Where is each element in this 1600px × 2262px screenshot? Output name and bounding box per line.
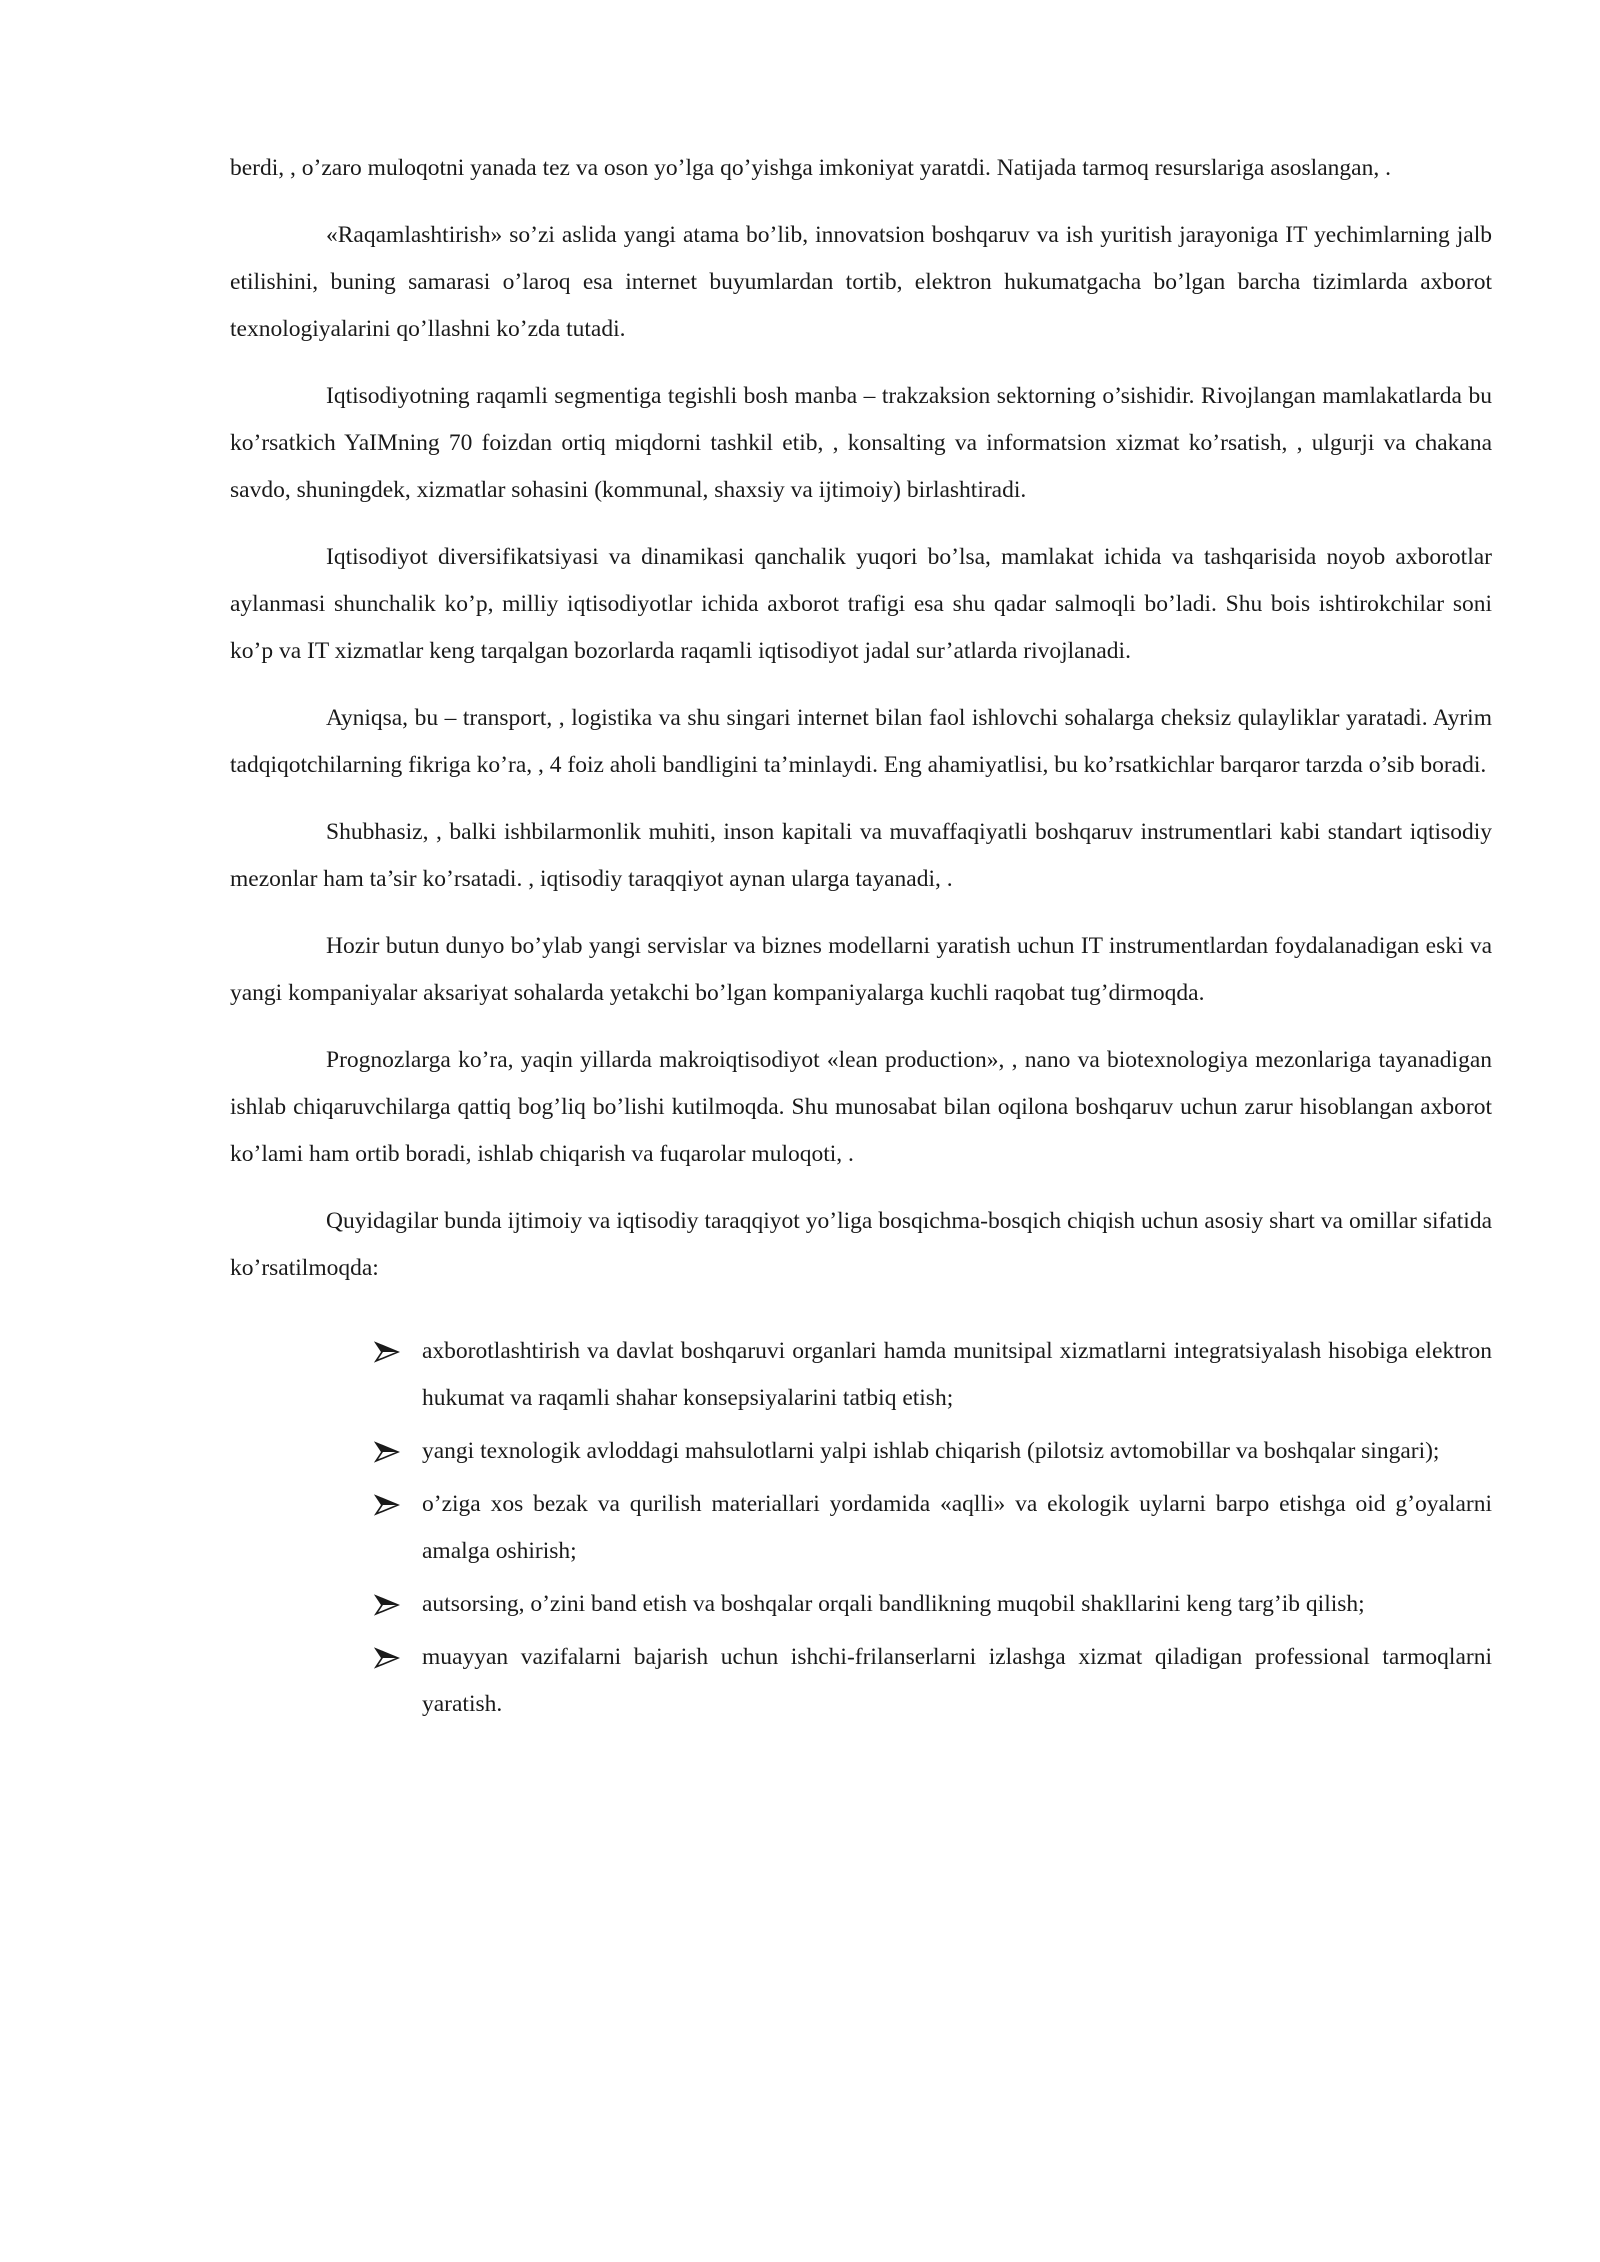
- list-item: [422, 1634, 1492, 1728]
- paragraph: Ayniqsa, bu – transport, , logistika va shu singari internet bilan faol ishlovchi sohalarga cheksiz qulayliklar yaratadi. Ayrim tadqiqotchilarning fikriga ko’ra, , 4 foiz aholi bandligini ta’minlaydi. Eng ahamiyatlisi, bu ko’rsatkichlar barqaror tarzda o’sib boradi.: [230, 705, 1492, 778]
- list-item-text: yangi texnologik avloddagi mahsulotlarni yalpi ishlab chiqarish (pilotsiz avtomobillar va boshqalar singari);: [422, 1438, 1440, 1464]
- paragraph: Iqtisodiyot diversifikatsiyasi va dinamikasi qanchalik yuqori bo’lsa, mamlakat ichida va tashqarisida noyob axborotlar aylanmasi shunchalik ko’p, milliy iqtisodiyotlar ichida axborot trafigi esa shu qadar salmoqli bo’ladi. Shu bois ishtirokchilar soni ko’p va IT xizmatlar keng tarqalgan bozorlarda raqamli iqtisodiyot jadal sur’atlarda rivojlanadi.: [230, 544, 1492, 664]
- bullet-list: [230, 1328, 1492, 1728]
- arrowhead-bullet-icon: [374, 1341, 400, 1363]
- list-item: [422, 1328, 1492, 1422]
- paragraph: berdi, , o’zaro muloqotni yanada tez va oson yo’lga qo’yishga imkoniyat yaratdi. Natijada tarmoq resurslariga asoslangan, .: [230, 155, 1391, 181]
- paragraph: Prognozlarga ko’ra, yaqin yillarda makroiqtisodiyot «lean production», , nano va biotexnologiya mezonlariga tayanadigan ishlab chiqaruvchilarga qattiq bog’liq bo’lishi kutilmoqda. Shu munosabat bilan oqilona boshqaruv uchun zarur hisoblangan axborot ko’lami ham ortib boradi, ishlab chiqarish va fuqarolar muloqoti, .: [230, 1047, 1492, 1167]
- paragraph: Iqtisodiyotning raqamli segmentiga tegishli bosh manba – trakzaksion sektorning o’sishidir. Rivojlangan mamlakatlarda bu ko’rsatkich YaIMning 70 foizdan ortiq miqdorni tashkil etib, , konsalting va informatsion xizmat ko’rsatish, , ulgurji va chakana savdo, shuningdek, xizmatlar sohasini (kommunal, shaxsiy va ijtimoiy) birlashtiradi.: [230, 383, 1492, 503]
- list-item: [422, 1481, 1492, 1575]
- list-item-text: axborotlashtirish va davlat boshqaruvi organlari hamda munitsipal xizmatlarni integratsiyalash hisobiga elektron hukumat va raqamli shahar konsepsiyalarini tatbiq etish;: [422, 1338, 1492, 1411]
- list-item-text: autsorsing, o’zini band etish va boshqalar orqali bandlikning muqobil shakllarini keng targ’ib qilish;: [422, 1591, 1365, 1617]
- paragraph: «Raqamlashtirish» so’zi aslida yangi atama bo’lib, innovatsion boshqaruv va ish yuritish jarayoniga IT yechimlarning jalb etilishini, buning samarasi o’laroq esa internet buyumlardan tortib, elektron hukumatgacha bo’lgan barcha tizimlarda axborot texnologiyalarini qo’llashni ko’zda tutadi.: [230, 222, 1492, 342]
- arrowhead-bullet-icon: [374, 1441, 400, 1463]
- paragraph: Shubhasiz, , balki ishbilarmonlik muhiti, inson kapitali va muvaffaqiyatli boshqaruv instrumentlari kabi standart iqtisodiy mezonlar ham ta’sir ko’rsatadi. , iqtisodiy taraqqiyot aynan ularga tayanadi, .: [230, 819, 1492, 892]
- document-page: [230, 145, 1492, 1734]
- list-item: [422, 1581, 1492, 1628]
- paragraph: Quyidagilar bunda ijtimoiy va iqtisodiy taraqqiyot yo’liga bosqichma-bosqich chiqish uchun asosiy shart va omillar sifatida ko’rsatilmoqda:: [230, 1208, 1492, 1281]
- arrowhead-bullet-icon: [374, 1647, 400, 1669]
- arrowhead-bullet-icon: [374, 1594, 400, 1616]
- paragraph: Hozir butun dunyo bo’ylab yangi servislar va biznes modellarni yaratish uchun IT instrumentlardan foydalanadigan eski va yangi kompaniyalar aksariyat sohalarda yetakchi bo’lgan kompaniyalarga kuchli raqobat tug’dirmoqda.: [230, 933, 1492, 1006]
- list-item-text: muayyan vazifalarni bajarish uchun ishchi-frilanserlarni izlashga xizmat qiladigan professional tarmoqlarni yaratish.: [422, 1644, 1492, 1717]
- arrowhead-bullet-icon: [374, 1494, 400, 1516]
- list-item: [422, 1428, 1492, 1475]
- list-item-text: o’ziga xos bezak va qurilish materiallari yordamida «aqlli» va ekologik uylarni barpo etishga oid g’oyalarni amalga oshirish;: [422, 1491, 1492, 1564]
